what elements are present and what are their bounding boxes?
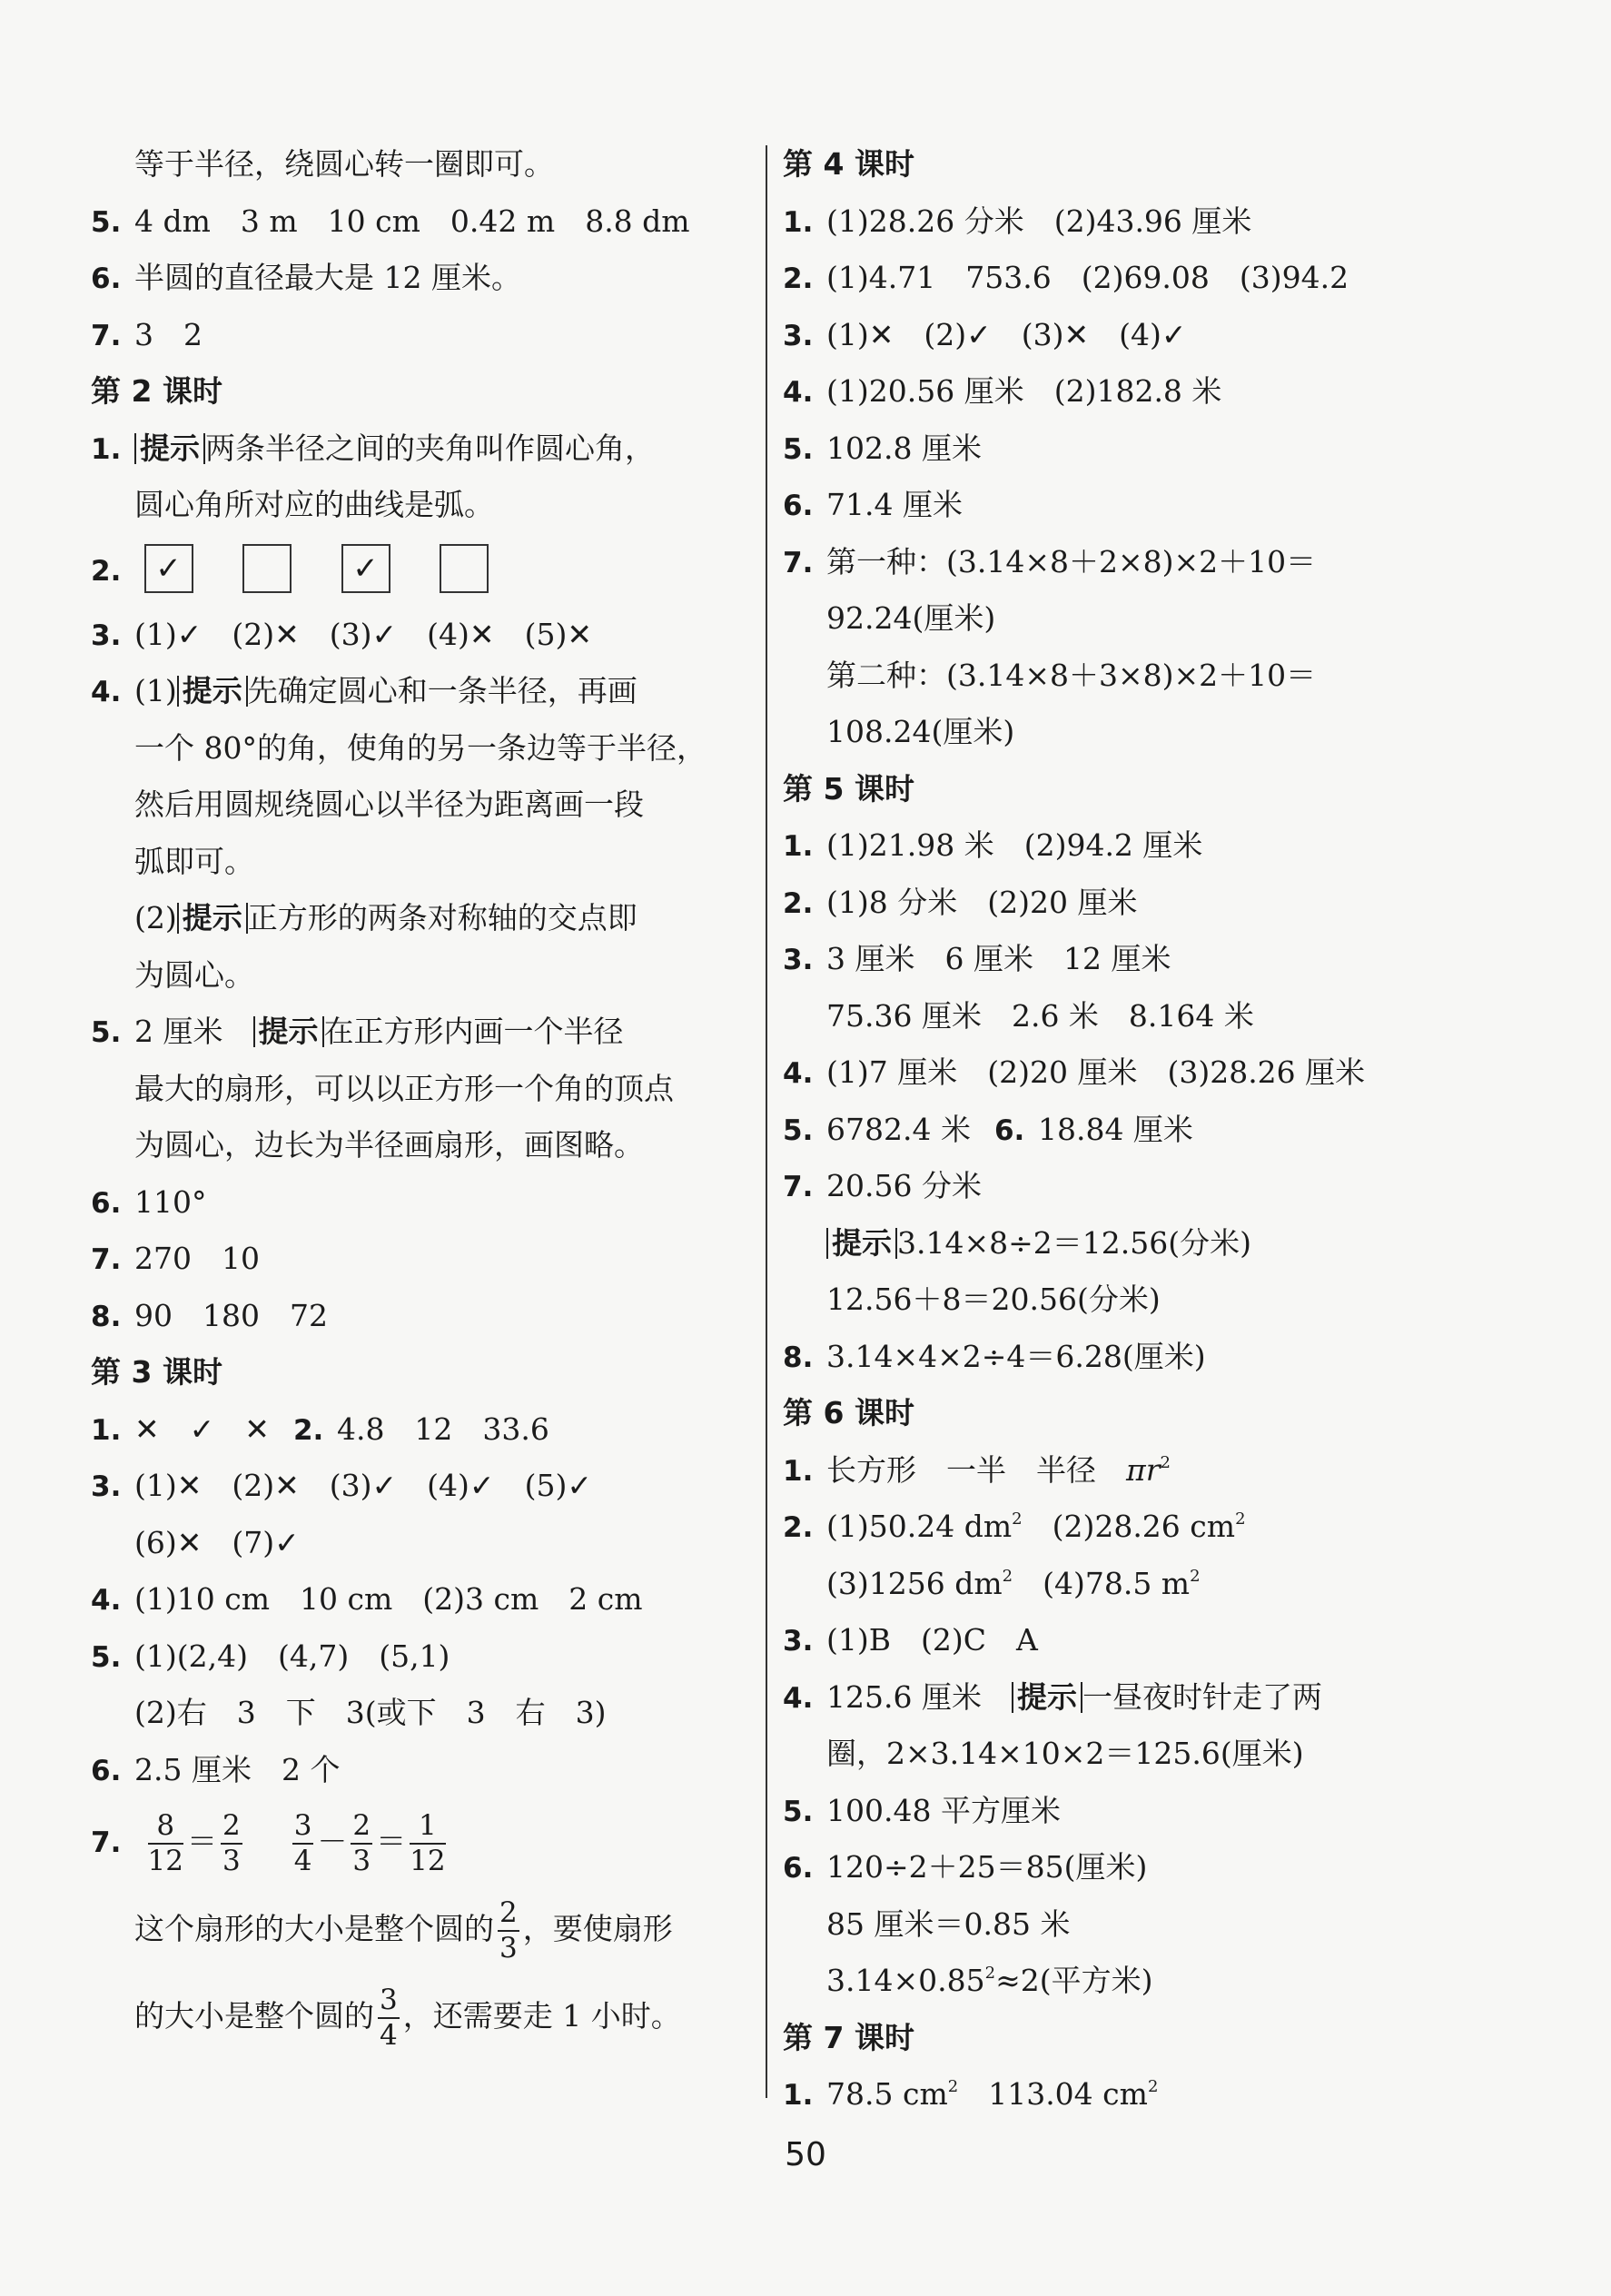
section-heading: 第 4 课时 bbox=[783, 146, 914, 182]
fraction: $\frac{3}{4}$ bbox=[293, 1809, 312, 1877]
answer-5: 5. 2 厘米 提示 在正方形内画一个半径 bbox=[91, 1014, 624, 1049]
text-line: 的大小是整个圆的 $\frac{3}{4}$ ，还需要走 1 小时。 bbox=[134, 1984, 681, 2052]
text-line: 圆心角所对应的曲线是弧。 bbox=[134, 487, 494, 522]
text-line: 75.36 厘米 2.6 米 8.164 米 bbox=[826, 997, 1254, 1034]
text-line: 提示 3.14×8÷2＝12.56(分米) bbox=[783, 1215, 1473, 1272]
hint-tag: 提示 bbox=[253, 1016, 324, 1047]
section-heading: 第 6 课时 bbox=[783, 1395, 914, 1430]
hint-tag: 提示 bbox=[1012, 1682, 1082, 1713]
right-column bbox=[783, 136, 1473, 2123]
answer-6: 6. 2.5 厘米 2 个 bbox=[91, 1751, 341, 1787]
check-box: ✓ bbox=[341, 544, 390, 593]
fraction: $\frac{2}{3}$ bbox=[352, 1809, 371, 1877]
column-divider bbox=[766, 145, 767, 2098]
answer-6: 6. 110° bbox=[91, 1183, 207, 1220]
text-line: 92.24(厘米) bbox=[826, 600, 996, 636]
text-line: 为圆心，边长为半径画扇形，画图略。 bbox=[134, 1127, 644, 1163]
answer-6: 6. 半圆的直径最大是 12 厘米。 bbox=[91, 260, 521, 295]
text-line: 12.56＋8＝20.56(分米) bbox=[826, 1282, 1161, 1317]
answer-2: 2. (1)8 分米 (2)20 厘米 bbox=[783, 884, 1138, 920]
answer-4: 4. (1)7 厘米 (2)20 厘米 (3)28.26 厘米 bbox=[783, 1054, 1366, 1090]
check-box: ✓ bbox=[144, 544, 193, 593]
answer-8: 8. 90 180 72 bbox=[91, 1297, 328, 1333]
page-number: 50 bbox=[785, 2136, 826, 2173]
fraction: $\frac{1}{12}$ bbox=[410, 1809, 446, 1877]
answer-2: 2. (1)50.24 $dm^2$ (2)28.26 $cm^2$ bbox=[783, 1509, 1246, 1544]
answer-3: 3. (1)✕ (2)✓ (3)✕ (4)✓ bbox=[783, 316, 1187, 352]
answer-4: 4. 125.6 厘米 提示 一昼夜时针走了两 bbox=[783, 1678, 1322, 1715]
hint-tag: 提示 bbox=[826, 1228, 897, 1259]
text-line: (2) 提示 正方形的两条对称轴的交点即 bbox=[134, 900, 637, 935]
answer-1: 1. (1)21.98 米 (2)94.2 厘米 bbox=[783, 827, 1203, 863]
text-line: (2)右 3 下 3(或下 3 右 3) bbox=[134, 1695, 607, 1730]
section-heading: 第 2 课时 bbox=[91, 373, 222, 409]
fraction: $\frac{8}{12}$ bbox=[147, 1809, 183, 1877]
text-line: 第二种：(3.14×8＋3×8)×2＋10＝ bbox=[826, 657, 1317, 693]
text-line: 最大的扇形，可以以正方形一个角的顶点 bbox=[134, 1070, 674, 1106]
answer-5: 5. 102.8 厘米 bbox=[783, 430, 982, 466]
section-heading: 第 5 课时 bbox=[783, 770, 914, 807]
text-line: 108.24(厘米) bbox=[826, 714, 1015, 749]
answer-5: 5. 100.48 平方厘米 bbox=[783, 1792, 1061, 1828]
answer-3: 3. (1)B (2)C A bbox=[783, 1622, 1038, 1658]
answer-5-6: 5. 6782.4 米 6. 18.84 厘米 bbox=[783, 1111, 1193, 1147]
text-line: (6)✕ (7)✓ bbox=[134, 1524, 300, 1560]
answer-7: 7. 270 10 bbox=[91, 1241, 260, 1276]
answer-5: 5. 4 dm 3 m 10 cm 0.42 m 8.8 dm bbox=[91, 203, 690, 239]
answer-1: 1. 提示 两条半径之间的夹角叫作圆心角， bbox=[91, 430, 655, 466]
answer-6: 6. 120÷2＋25＝85(厘米) bbox=[783, 1849, 1148, 1885]
answer-7: 7. 第一种：(3.14×8＋2×8)×2＋10＝ bbox=[783, 543, 1317, 579]
answer-3: 3. (1)✕ (2)✕ (3)✓ (4)✓ (5)✓ bbox=[91, 1468, 592, 1503]
answer-1-2: 1. ✕ ✓ ✕ 2. 4.8 12 33.6 bbox=[91, 1410, 549, 1447]
text-line: 等于半径，绕圆心转一圈即可。 bbox=[134, 146, 554, 182]
left-column bbox=[91, 136, 754, 2060]
answer-1: 1. 78.5 $cm^2$ 113.04 $cm^2$ bbox=[783, 2076, 1159, 2112]
text-line: $3.14\times 0.85^2\approx 2$(平方米) bbox=[826, 1963, 1153, 1998]
answer-2: 2. ✓ ✓ bbox=[91, 534, 754, 607]
answer-7: 7. 3 2 bbox=[91, 316, 203, 352]
section-heading: 第 7 课时 bbox=[783, 2019, 914, 2055]
text-line: (3)1256 $dm^2$ (4)78.5 $m^2$ bbox=[826, 1565, 1201, 1601]
check-box bbox=[242, 544, 292, 593]
text-line: 这个扇形的大小是整个圆的 $\frac{2}{3}$ ，要使扇形 bbox=[134, 1896, 673, 1964]
answer-3: 3. (1)✓ (2)✕ (3)✓ (4)✕ (5)✕ bbox=[91, 616, 592, 652]
answer-6: 6. 71.4 厘米 bbox=[783, 487, 963, 522]
answer-1: 1. (1)28.26 分米 (2)43.96 厘米 bbox=[783, 203, 1252, 239]
hint-tag: 提示 bbox=[177, 676, 248, 707]
text-line: 弧即可。 bbox=[134, 843, 254, 879]
answer-7: 7. 20.56 分米 bbox=[783, 1168, 982, 1203]
answer-7: 7. $\frac{8}{12}$ ＝ $\frac{2}{3}$ $\frac{3}{4}$ － $\frac{2}{3}$ ＝ $\frac{1}{12}$ bbox=[91, 1809, 446, 1877]
answer-4: 4. (1) 提示 先确定圆心和一条半径，再画 bbox=[91, 673, 637, 708]
text-line: 然后用圆规绕圆心以半径为距离画一段 bbox=[134, 787, 644, 822]
text-line: 85 厘米＝0.85 米 bbox=[826, 1905, 1071, 1942]
fraction: $\frac{2}{3}$ bbox=[499, 1896, 518, 1964]
check-box bbox=[440, 544, 489, 593]
answer-8: 8. 3.14×4×2÷4＝6.28(厘米) bbox=[783, 1338, 1206, 1374]
text-line: 圈，2×3.14×10×2＝125.6(厘米) bbox=[826, 1736, 1304, 1771]
answer-1: 1. 长方形 一半 半径 $\pi r^2$ bbox=[783, 1451, 1171, 1488]
text-line: 一个 80°的角，使角的另一条边等于半径， bbox=[134, 729, 707, 766]
answer-2: 2. (1)4.71 753.6 (2)69.08 (3)94.2 bbox=[783, 260, 1349, 295]
section-heading: 第 3 课时 bbox=[91, 1354, 222, 1390]
answer-4: 4. (1)20.56 厘米 (2)182.8 米 bbox=[783, 373, 1222, 409]
answer-5: 5. (1)(2,4) (4,7) (5,1) bbox=[91, 1638, 450, 1674]
text-line: 为圆心。 bbox=[134, 956, 254, 993]
fraction: $\frac{3}{4}$ bbox=[380, 1984, 398, 2052]
hint-tag: 提示 bbox=[134, 433, 205, 464]
hint-tag: 提示 bbox=[177, 903, 248, 934]
answer-3: 3. 3 厘米 6 厘米 12 厘米 bbox=[783, 941, 1171, 976]
fraction: $\frac{2}{3}$ bbox=[222, 1809, 241, 1877]
answer-4: 4. (1)10 cm 10 cm (2)3 cm 2 cm bbox=[91, 1581, 643, 1617]
